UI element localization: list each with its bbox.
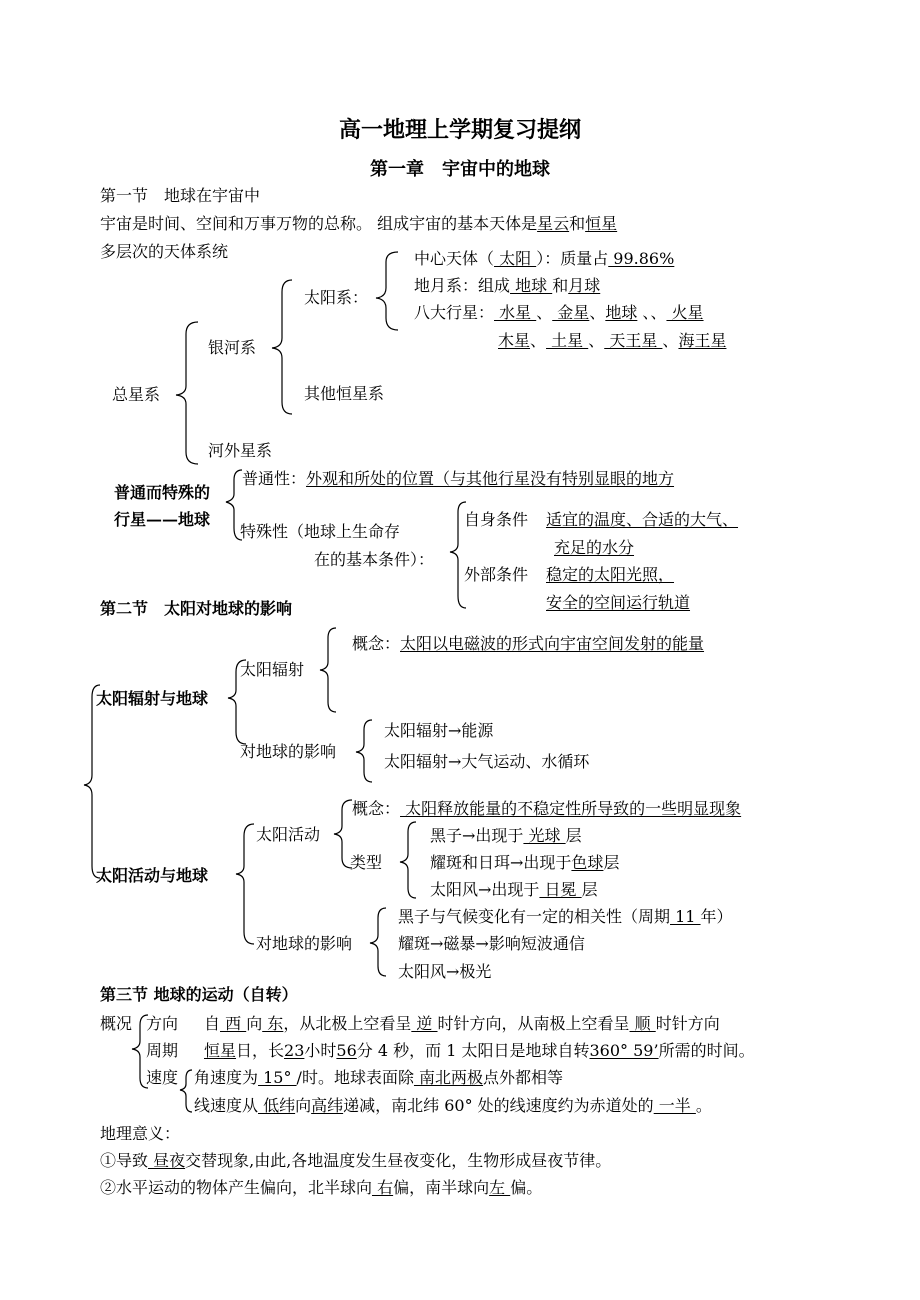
ordinary-label-1: 普通而特殊的	[114, 483, 211, 502]
ordinary-label-2: 行星——地球	[114, 510, 211, 529]
dir-text: 时针方向	[655, 1014, 720, 1033]
low-lat-answer: 低纬	[258, 1096, 296, 1115]
climate-text: 黑子与气候变化有一定的相关性（周期	[398, 907, 671, 926]
dir-text: 向	[246, 1014, 263, 1033]
meaning-text: 偏。	[510, 1178, 543, 1197]
universe-definition	[100, 214, 617, 234]
separator: 、	[650, 303, 667, 322]
dir-text: ，从北极上空看呈	[283, 1014, 412, 1033]
linear-text: 向	[295, 1096, 312, 1115]
wind-line	[430, 880, 598, 900]
bracket-galaxy	[272, 280, 292, 414]
meaning-text: ①导致	[100, 1151, 149, 1170]
mars-answer: 火星	[666, 303, 704, 322]
separator: 、	[536, 303, 553, 322]
galaxy-label: 银河系	[208, 338, 257, 357]
section1-heading: 第一节 地球在宇宙中	[100, 186, 261, 205]
sun-answer: 太阳	[494, 249, 537, 268]
radiation-concept	[352, 634, 704, 654]
bracket-solar	[376, 252, 398, 330]
mass-answer: 99.86%	[608, 249, 675, 268]
rad-energy: 太阳辐射→能源	[384, 721, 494, 740]
sunspot-text: 黑子→出现于	[430, 826, 524, 845]
common-text: 普通性：	[242, 469, 307, 488]
period-text: 分 4 秒，而 1 太阳日是地球自转	[356, 1041, 590, 1060]
rad-influence-label: 对地球的影响	[240, 742, 337, 761]
period-label: 周期	[146, 1041, 179, 1060]
earth-moon-line	[414, 276, 600, 296]
separator: 、	[637, 303, 651, 322]
angular-text: 点外都相等	[483, 1068, 564, 1087]
bracket-radiation	[320, 628, 336, 712]
activity-concept-answer: 太阳释放能量的不稳定性所导致的一些明显现象	[400, 799, 742, 818]
extragalactic-label: 河外星系	[208, 441, 273, 460]
meaning-label: 地理意义：	[100, 1124, 181, 1143]
flare-effect: 耀斑→磁暴→影响短波通信	[398, 934, 585, 953]
bracket-act-earth	[236, 824, 254, 944]
linear-text: 递减，南北纬 60° 处的线速度约为赤道处的	[343, 1096, 654, 1115]
activity-concept	[352, 799, 741, 819]
direction-label: 方向	[146, 1014, 179, 1033]
activity-label: 太阳活动	[256, 825, 321, 844]
rad-atmosphere: 太阳辐射→大气运动、水循环	[384, 752, 590, 771]
overview-label: 概况	[100, 1014, 133, 1033]
sunspot-line	[430, 826, 582, 846]
universe-def-text: 宇宙是时间、空间和万事万物的总称。 组成宇宙的基本天体是	[100, 214, 538, 233]
planets-text: 八大行星：	[414, 303, 495, 322]
ext-cond-answer-1: 稳定的太阳光照，	[546, 565, 675, 584]
venus-answer: 金星	[552, 303, 590, 322]
anticlockwise-answer: 逆	[411, 1014, 438, 1033]
wind-text: 太阳风→出现于	[430, 880, 540, 899]
layer-text: 层	[565, 826, 582, 845]
meaning-1	[100, 1151, 611, 1171]
high-lat-answer: 高纬	[311, 1096, 344, 1115]
direction-line	[204, 1014, 720, 1034]
minutes-answer: 56	[336, 1041, 357, 1060]
bracket-main	[84, 685, 100, 878]
mercury-answer: 水星	[494, 303, 537, 322]
right-answer: 右	[372, 1178, 394, 1197]
dir-text: 自	[204, 1014, 221, 1033]
radiation-label: 太阳辐射	[240, 660, 305, 679]
layer-text: 层	[603, 853, 620, 872]
aurora-line: 太阳风→极光	[398, 962, 492, 981]
central-body-text: 中心天体（	[414, 249, 495, 268]
special-line-2: 在的基本条件）：	[314, 550, 435, 569]
moon-answer: 月球	[568, 276, 601, 295]
rad-earth-label: 太阳辐射与地球	[96, 689, 209, 708]
period-text: 所需的时间。	[658, 1041, 755, 1060]
common-answer: 外观和所处的位置（与其他行星没有特别显眼的地方	[306, 469, 675, 488]
nebula-answer: 星云	[537, 214, 570, 233]
concept-text: 概念：	[352, 634, 401, 653]
and-text: 和	[552, 276, 569, 295]
other-stars-label: 其他恒星系	[304, 384, 385, 403]
central-body-line	[414, 249, 674, 269]
meaning-2	[100, 1178, 542, 1198]
period-text: 小时	[304, 1041, 337, 1060]
jupiter-answer: 木星	[498, 331, 531, 350]
section3-heading: 第三节 地球的运动（自转）	[100, 985, 298, 1004]
chapter-title: 第一章 宇宙中的地球	[370, 159, 550, 180]
bracket-rad-influence	[356, 720, 372, 782]
bracket-speed	[180, 1070, 192, 1112]
common-line	[242, 469, 674, 489]
self-cond-answer-1: 适宜的温度、合适的大气、	[546, 510, 739, 529]
period-text: 日，长	[236, 1041, 285, 1060]
self-cond-answer-2: 充足的水分	[554, 538, 635, 557]
planet-earth-answer: 地球	[605, 303, 638, 322]
climate-end-text: 年）	[700, 907, 733, 926]
half-answer: 一半	[653, 1096, 696, 1115]
climate-line	[398, 907, 733, 927]
clockwise-answer: 顺	[629, 1014, 656, 1033]
bracket-types	[400, 822, 416, 898]
hours-answer: 23	[284, 1041, 305, 1060]
act-influence-label: 对地球的影响	[256, 934, 353, 953]
photosphere-answer: 光球	[523, 826, 566, 845]
and-text: 和	[569, 214, 586, 233]
flare-text: 耀斑和日珥→出现于	[430, 853, 572, 872]
mass-text: ）：质量占	[536, 249, 609, 268]
speed-label: 速度	[146, 1068, 179, 1087]
chromosphere-answer: 色球	[571, 853, 604, 872]
earth-answer: 地球	[510, 276, 553, 295]
separator: 、	[530, 331, 547, 350]
separator: 、	[589, 303, 606, 322]
universe-label: 总星系	[112, 385, 161, 404]
ext-cond-answer-2: 安全的空间运行轨道	[546, 593, 691, 612]
angular-answer: 15°	[258, 1068, 297, 1087]
separator: 、	[588, 331, 605, 350]
bracket-universe	[176, 322, 198, 464]
linear-speed-line	[194, 1096, 712, 1116]
saturn-answer: 土星	[546, 331, 589, 350]
concept-text: 概念：	[352, 799, 401, 818]
self-cond-label: 自身条件	[464, 510, 529, 529]
linear-text: 。	[695, 1096, 712, 1115]
angular-text: 角速度为	[194, 1068, 259, 1087]
types-label: 类型	[350, 853, 383, 872]
dir-text: 时针方向，从南极上空看呈	[437, 1014, 630, 1033]
poles-answer: 南北两极	[413, 1068, 484, 1087]
angular-text: /时。地球表面除	[296, 1068, 414, 1087]
period-line	[204, 1041, 755, 1061]
section2-heading: 第二节 太阳对地球的影响	[100, 599, 293, 618]
meaning-text: 偏，南半球向	[393, 1178, 490, 1197]
daynight-answer: 昼夜	[148, 1151, 186, 1170]
star-answer: 恒星	[585, 214, 618, 233]
ext-cond-label: 外部条件	[464, 565, 529, 584]
bracket-act-influence	[370, 908, 386, 976]
act-earth-label: 太阳活动与地球	[96, 866, 209, 885]
planets-line2	[498, 331, 726, 351]
levels-label: 多层次的天体系统	[100, 242, 229, 261]
layer-text: 层	[581, 880, 598, 899]
neptune-answer: 海王星	[678, 331, 727, 350]
radiation-concept-answer: 太阳以电磁波的形式向宇宙空间发射的能量	[400, 634, 705, 653]
earth-moon-text: 地月系：组成	[414, 276, 511, 295]
uranus-answer: 天王星	[604, 331, 663, 350]
sidereal-answer: 恒星	[204, 1041, 237, 1060]
page-title: 高一地理上学期复习提纲	[338, 117, 581, 143]
meaning-text: 交替现象,由此,各地温度发生昼夜变化，生物形成昼夜节律。	[185, 1151, 612, 1170]
meaning-text: ②水平运动的物体产生偏向，北半球向	[100, 1178, 373, 1197]
planets-line1	[414, 303, 704, 323]
flare-line	[430, 853, 619, 873]
linear-text: 线速度从	[194, 1096, 259, 1115]
angle-answer: 360° 59’	[589, 1041, 659, 1060]
east-answer: 东	[262, 1014, 284, 1033]
west-answer: 西	[220, 1014, 247, 1033]
separator: 、	[662, 331, 679, 350]
left-answer: 左	[489, 1178, 511, 1197]
solar-system-label: 太阳系：	[304, 288, 369, 307]
angular-speed-line	[194, 1068, 563, 1088]
special-line-1: 特殊性（地球上生命存	[240, 522, 401, 541]
corona-answer: 日冕	[539, 880, 582, 899]
period-answer: 11	[670, 907, 701, 926]
